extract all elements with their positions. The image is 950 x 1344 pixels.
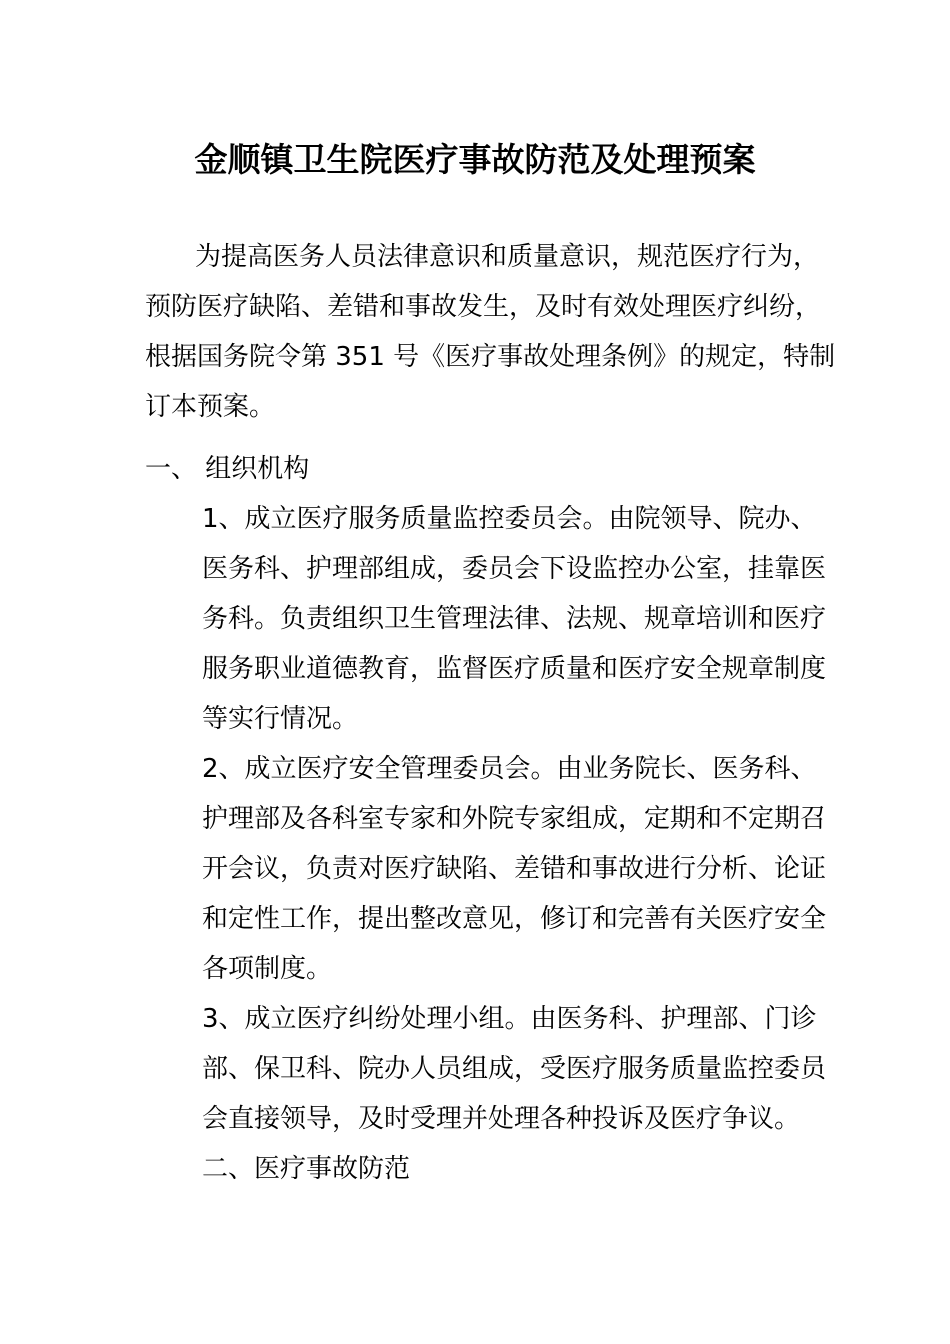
intro-line: 为提高医务人员法律意识和质量意识，规范医疗行为， bbox=[195, 242, 820, 272]
item-line: 2、成立医疗安全管理委员会。由业务院长、医务科、 bbox=[202, 754, 817, 784]
intro-line: 根据国务院令第 351 号《医疗事故处理条例》的规定，特制 bbox=[145, 342, 836, 372]
item-line: 和定性工作，提出整改意见，修订和完善有关医疗安全 bbox=[202, 904, 827, 934]
item-line: 护理部及各科室专家和外院专家组成，定期和不定期召 bbox=[202, 804, 827, 834]
section-heading: 一、 组织机构 bbox=[145, 454, 310, 484]
item-line: 医务科、护理部组成，委员会下设监控办公室，挂靠医 bbox=[202, 554, 827, 584]
item-line: 1、成立医疗服务质量监控委员会。由院领导、院办、 bbox=[202, 504, 817, 534]
item-line: 会直接领导，及时受理并处理各种投诉及医疗争议。 bbox=[202, 1104, 801, 1134]
intro-line: 订本预案。 bbox=[145, 392, 276, 422]
item-line: 3、成立医疗纠纷处理小组。由医务科、护理部、门诊 bbox=[202, 1004, 817, 1034]
item-line: 等实行情况。 bbox=[202, 704, 359, 734]
item-line: 服务职业道德教育，监督医疗质量和医疗安全规章制度 bbox=[202, 654, 827, 684]
document-title: 金顺镇卫生院医疗事故防范及处理预案 bbox=[194, 140, 756, 179]
item-line: 各项制度。 bbox=[202, 954, 333, 984]
section-heading: 二、医疗事故防范 bbox=[202, 1154, 411, 1184]
item-line: 务科。负责组织卫生管理法律、法规、规章培训和医疗 bbox=[202, 604, 827, 634]
item-line: 开会议，负责对医疗缺陷、差错和事故进行分析、论证 bbox=[202, 854, 827, 884]
item-line: 部、保卫科、院办人员组成，受医疗服务质量监控委员 bbox=[202, 1054, 827, 1084]
intro-line: 预防医疗缺陷、差错和事故发生，及时有效处理医疗纠纷， bbox=[145, 292, 822, 322]
